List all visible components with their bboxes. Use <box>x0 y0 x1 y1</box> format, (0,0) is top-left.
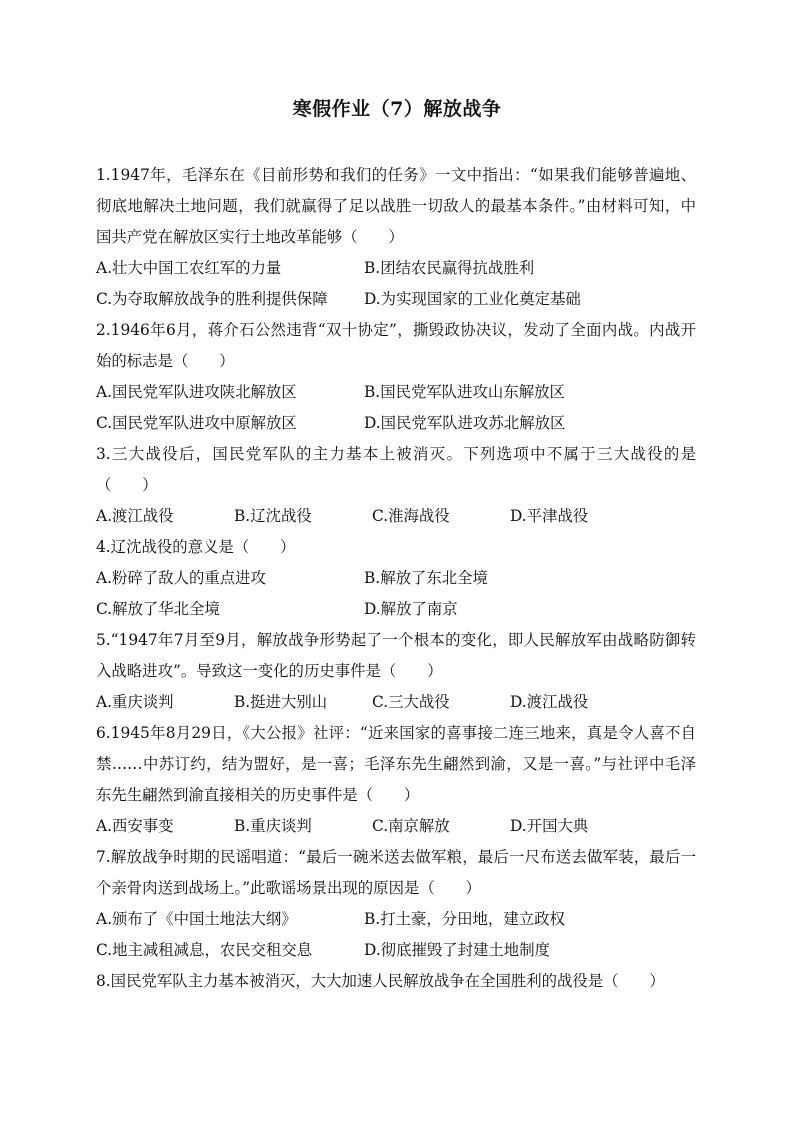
option-b: B.国民党军队进攻山东解放区 <box>364 383 565 401</box>
question-8 <box>96 966 696 997</box>
option-b: B.打土豪，分田地，建立政权 <box>364 910 565 928</box>
option-d: D.为实现国家的工业化奠定基础 <box>364 290 581 308</box>
option-c: C.为夺取解放战争的胜利提供保障 <box>96 290 328 308</box>
option-d: D.开国大典 <box>510 817 589 835</box>
option-b: B.挺进大别山 <box>234 693 328 711</box>
question-6 <box>96 718 696 842</box>
question-stem: 7.解放战争时期的民谣唱道：“最后一碗米送去做军粮，最后一尺布送去做军装，最后一个亲骨肉送到战场上。”此歌谣场景出现的原因是（ ） <box>96 848 696 897</box>
option-c: C.解放了华北全境 <box>96 600 220 618</box>
option-a: A.颁布了《中国土地法大纲》 <box>96 910 297 928</box>
option-a: A.国民党军队进攻陕北解放区 <box>96 383 297 401</box>
option-c: C.南京解放 <box>372 817 450 835</box>
question-5 <box>96 625 696 718</box>
option-c: C.淮海战役 <box>372 507 450 525</box>
question-stem: 2.1946年6月，蒋介石公然违背“双十协定”，撕毁政协决议，发动了全面内战。内战开始的标志是（ ） <box>96 321 696 370</box>
option-list <box>96 501 696 532</box>
question-stem: 3.三大战役后，国民党军队的主力基本上被消灭。下列选项中不属于三大战役的是（ ） <box>96 445 696 494</box>
option-list <box>96 904 696 966</box>
option-list <box>96 377 696 439</box>
option-c: C.地主减租减息，农民交租交息 <box>96 941 313 959</box>
option-b: B.解放了东北全境 <box>364 569 488 587</box>
option-d: D.平津战役 <box>510 507 589 525</box>
option-list <box>96 687 696 718</box>
question-4 <box>96 532 696 625</box>
option-c: C.三大战役 <box>372 693 450 711</box>
option-a: A.粉碎了敌人的重点进攻 <box>96 569 266 587</box>
option-b: B.重庆谈判 <box>234 817 312 835</box>
question-stem: 4.辽沈战役的意义是（ ） <box>96 538 296 556</box>
option-a: A.重庆谈判 <box>96 693 174 711</box>
page-title: 寒假作业（7）解放战争 <box>292 98 502 120</box>
option-c: C.国民党军队进攻中原解放区 <box>96 414 297 432</box>
option-list <box>96 811 696 842</box>
option-list <box>96 563 696 625</box>
option-d: D.渡江战役 <box>510 693 589 711</box>
option-a: A.西安事变 <box>96 817 174 835</box>
option-b: B.辽沈战役 <box>234 507 312 525</box>
question-2 <box>96 315 696 439</box>
option-b: B.团结农民赢得抗战胜利 <box>364 259 535 277</box>
question-7 <box>96 842 696 966</box>
option-d: D.彻底摧毁了封建土地制度 <box>364 941 550 959</box>
option-a: A.渡江战役 <box>96 507 174 525</box>
question-3 <box>96 439 696 532</box>
question-stem: 5.“1947年7月至9月，解放战争形势起了一个根本的变化，即人民解放军由战略防御转入战略进攻”。导致这一变化的历史事件是（ ） <box>96 631 696 680</box>
question-stem: 1.1947年，毛泽东在《目前形势和我们的任务》一文中指出：“如果我们能够普遍地、彻底地解决土地问题，我们就赢得了足以战胜一切敌人的最基本条件。”由材料可知，中国共产党在解放区实行土地改革能够（ ） <box>96 166 696 246</box>
option-a: A.壮大中国工农红军的力量 <box>96 259 282 277</box>
option-d: D.国民党军队进攻苏北解放区 <box>364 414 566 432</box>
question-list <box>96 160 696 997</box>
question-1 <box>96 160 696 315</box>
question-stem: 8.国民党军队主力基本被消灭，大大加速人民解放战争在全国胜利的战役是（ ） <box>96 972 665 990</box>
option-list <box>96 253 696 315</box>
question-stem: 6.1945年8月29日，《大公报》社评：“近来国家的喜事接二连三地来，真是令人喜不自禁……中苏订约，结为盟好，是一喜；毛泽东先生翩然到渝，又是一喜。”与社评中毛泽东先生翩然到渝直接相关的历史事件是（ ） <box>96 724 696 804</box>
option-d: D.解放了南京 <box>364 600 458 618</box>
